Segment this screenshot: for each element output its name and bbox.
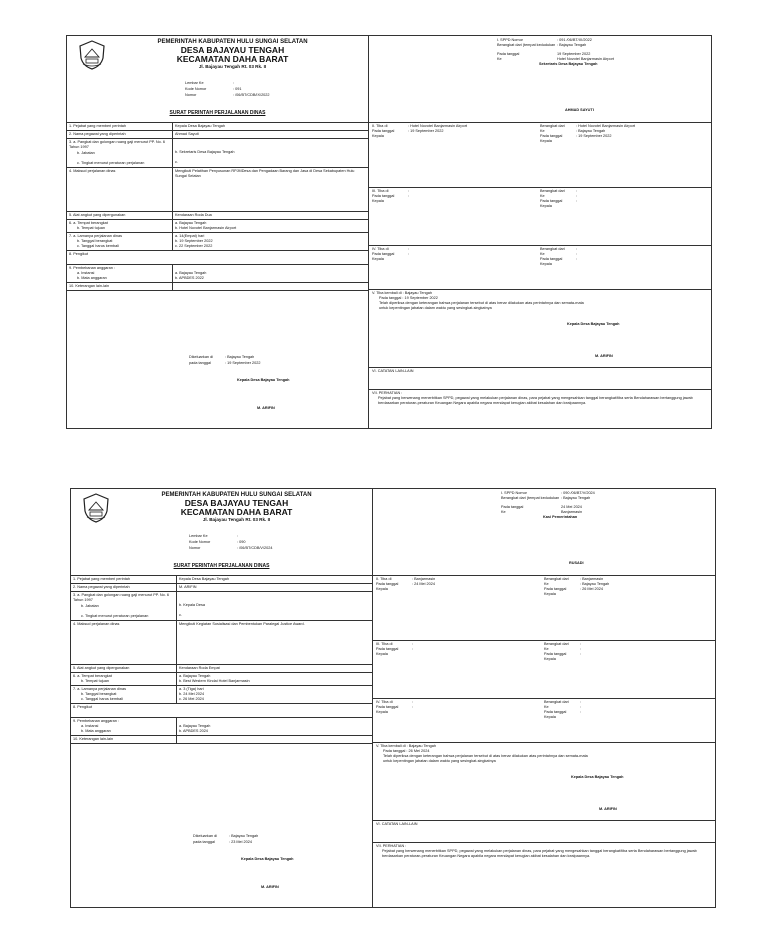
nomor-label: Nomor [185, 93, 197, 97]
kode-label: Kode Nomor [189, 540, 211, 544]
table-row [67, 131, 368, 139]
section-vi [373, 821, 715, 843]
table-row [67, 123, 368, 131]
item-3-labels [71, 592, 177, 620]
iii-to-value: : [576, 194, 578, 198]
item-6a-label: 6. a. Tempat berangkat [73, 674, 112, 678]
lembar-value: : [237, 534, 239, 538]
table-row [67, 139, 368, 168]
departure-from-label: Berangkat dari (tempat kedudukan [501, 496, 560, 500]
item-8-label: 8. Pengikut [73, 705, 92, 709]
ii-departure-date-value: : 26 Mei 2024 [580, 587, 604, 591]
letterhead-line-2: DESA BAJAYAU TENGAH [180, 44, 285, 55]
item-7a-value: a. 14(Empat) hari [175, 234, 205, 238]
item-9b-label: b. Mata anggaran [77, 276, 107, 280]
vii-attention-label: VII. PERHATIAN : [376, 844, 407, 848]
letterhead [71, 489, 372, 529]
ii-arrival-date-label: Pada tanggal [372, 129, 395, 133]
issued-info [193, 834, 258, 845]
item-3-values [177, 592, 372, 620]
item-7c-value: c. 26 Mei 2024 [179, 697, 204, 701]
item-7c-label: c. Tanggal harus kembali [81, 697, 123, 701]
iv-head-label: Kepala [376, 710, 388, 714]
item-6-values [177, 673, 372, 685]
issued-date-value: : 19 September 2022 [225, 360, 261, 365]
ii-arrival-date-value: : 19 September 2022 [408, 129, 444, 133]
item-9a-value: a. Bajayau Tengah [175, 271, 207, 275]
departure-from-label: Berangkat dari (tempat kedudukan [497, 43, 556, 47]
item-4-label: 4. Maksud perjalanan dinas [71, 621, 177, 664]
item-6b-label: b. Tempat tujuan [81, 679, 110, 683]
item-7c-label: c. Tanggal harus kembali [77, 244, 119, 248]
regency-emblem-icon [81, 493, 111, 523]
iii-arrival-date-label: Pada tanggal [376, 647, 399, 651]
iii-departure-value: : [580, 642, 582, 646]
iii-arrival-date-label: Pada tanggal [372, 194, 395, 198]
sppd-number-value: : 090 /06/BT/V/2024 [561, 491, 595, 495]
table-row [71, 576, 372, 584]
sppd-number-label: I. SPPD Nomor [497, 38, 523, 42]
lembar-info [185, 80, 270, 98]
item-6-labels [67, 220, 173, 232]
ii-arrival-value: : Banjarmasin [412, 577, 436, 581]
item-7-labels [71, 686, 177, 703]
section-vi [369, 368, 711, 390]
iii-head-label-2: Kepala [544, 657, 556, 661]
sppd-items-table [71, 575, 372, 744]
item-10-label: 10. Keterangan lain-lain [71, 736, 177, 743]
ii-to-label: Ke [544, 582, 549, 586]
iii-departure-value: : [576, 189, 578, 193]
table-row [71, 704, 372, 718]
iv-departure-date-label: Pada tanggal [540, 257, 563, 261]
table-row [71, 584, 372, 592]
vi-notes-label: VI. CATATAN LAIN-LAIN [376, 822, 418, 826]
item-9-label: 9. Pembebanan anggaran : [69, 266, 116, 270]
section-v [369, 290, 711, 368]
destination-label: Ke [501, 510, 506, 514]
iii-head-label: Kepala [372, 199, 384, 203]
section-iv [373, 699, 715, 743]
nomor-label: Nomor [189, 546, 201, 550]
iv-head-label-2: Kepala [540, 262, 552, 266]
section-ii [373, 575, 715, 641]
kode-label: Kode Nomor [185, 87, 207, 91]
document-title: SURAT PERINTAH PERJALANAN DINAS [169, 110, 266, 116]
item-4-value: Mengikuti Pelatihan Penyusunan RPJMDesa dan Pengadaan Barang dan Jasa di Desa Sekabupaten Hulu Sungai Selatan [175, 169, 355, 178]
sppd-number-value: : 091 /06/BT/IX/2022 [557, 38, 592, 42]
item-5-label: 5. Alat angkut yang dipergunakan [67, 212, 173, 219]
item-7b-value: b. 24 Mei 2024 [179, 692, 205, 696]
ii-departure-label: Berangkat dari [540, 124, 565, 128]
table-row [71, 686, 372, 704]
item-6-values [173, 220, 368, 232]
iii-arrival-label: III. Tiba di [372, 189, 389, 193]
item-7-values [173, 233, 368, 250]
item-5-value: Kendaraan Roda Dua [175, 213, 212, 217]
section-v [373, 743, 715, 821]
destination-value: Banjarmasin [561, 510, 583, 514]
regency-emblem-icon [77, 40, 107, 70]
item-9-labels [71, 718, 177, 735]
letterhead-line-3: KECAMATAN DAHA BARAT [176, 53, 289, 64]
item-3c-value: c. [179, 613, 182, 617]
ii-departure-label: Berangkat dari [544, 577, 569, 581]
item-9b-value: b. APBDES 2022 [175, 276, 204, 280]
iii-to-label: Ke [544, 647, 549, 651]
section-iii [369, 188, 711, 246]
item-7-values [177, 686, 372, 703]
item-6b-value: b. Best Western Kindai Hotel Banjarmasin [179, 679, 250, 683]
section-iii [373, 641, 715, 699]
iv-departure-label: Berangkat dari [544, 700, 569, 704]
sppd-document-2022 [66, 35, 712, 429]
iv-head-label: Kepala [372, 257, 384, 261]
iv-head-label-2: Kepala [544, 715, 556, 719]
issued-date-label: pada tanggal [189, 360, 211, 365]
ii-arrival-label: II. Tiba di [372, 124, 388, 128]
item-5-value: Kendaraan Roda Empat [179, 666, 220, 670]
kode-value: : 090 [237, 540, 246, 544]
item-6b-value: b. Hotel Novotel Banjarmasin Airport [175, 226, 237, 230]
kode-value: : 091 [233, 87, 242, 91]
iv-departure-date-label: Pada tanggal [544, 710, 567, 714]
ii-to-label: Ke [540, 129, 545, 133]
section-ii [369, 122, 711, 188]
vi-notes-label: VI. CATATAN LAIN-LAIN [372, 369, 414, 373]
item-9a-value: a. Bajayau Tengah [179, 724, 211, 728]
item-3-labels [67, 139, 173, 167]
issued-date-label: pada tanggal [193, 839, 215, 844]
table-row [71, 718, 372, 736]
table-row [67, 251, 368, 265]
issued-info [189, 355, 260, 366]
item-9a-label: a. Instansi [77, 271, 95, 275]
section-vii [369, 390, 711, 428]
lembar-label: Lembar Ke [185, 81, 204, 85]
iv-to-label: Ke [540, 252, 545, 256]
item-9-values [177, 718, 372, 735]
issued-at-label: Dikeluarkan di [193, 834, 218, 838]
iv-arrival-value: : [412, 700, 414, 704]
table-row [67, 220, 368, 233]
item-9b-value: b. APBDES 2024 [179, 729, 208, 733]
nomor-value: : /06/BT/CDB/V/2024 [237, 546, 273, 550]
departure-from-value: : Bajayau Tengah [561, 496, 591, 500]
item-3a-label: 3. a. Pangkat dan golongan ruang gaji menurut PP. No. 6 Tahun 1997 [69, 140, 165, 149]
table-row [71, 665, 372, 673]
iv-to-label: Ke [544, 705, 549, 709]
iii-departure-label: Berangkat dari [544, 642, 569, 646]
v-return-date: Pada tanggal : 19 September 2022 [379, 296, 438, 300]
letterhead-line-3: KECAMATAN DAHA BARAT [180, 506, 293, 517]
sppd-back-page [373, 489, 715, 907]
lembar-label: Lembar Ke [189, 534, 208, 538]
item-9a-label: a. Instansi [81, 724, 99, 728]
letterhead-line-2: DESA BAJAYAU TENGAH [184, 497, 289, 508]
v-return-date: Pada tanggal : 26 Mei 2024 [383, 749, 430, 753]
iv-departure-value: : [580, 700, 582, 704]
item-3a-label: 3. a. Pangkat dan golongan ruang gaji menurut PP. No. 6 Tahun 1997 [73, 593, 169, 602]
item-7b-label: b. Tanggal berangkat [81, 692, 117, 696]
item-2-value: M. ARIFIN [179, 585, 197, 589]
item-3b-label: b. Jabatan [81, 604, 99, 608]
iv-arrival-value: : [408, 247, 410, 251]
iv-arrival-date-label: Pada tanggal [372, 252, 395, 256]
departure-date-value: 24 Mei 2024 [561, 505, 582, 509]
letterhead-address: Jl. Bajayau Tengah Rt. 03 Rk. II [198, 64, 267, 70]
ii-head-label: Kepala [376, 587, 388, 591]
table-row [67, 168, 368, 212]
item-1-label: 1. Pejabat yang memberi perintah [67, 123, 173, 130]
item-6b-label: b. Tempat tujuan [77, 226, 106, 230]
issuer-title: Kepala Desa Bajayau Tengah [237, 378, 290, 382]
table-row [71, 673, 372, 686]
ii-departure-date-label: Pada tanggal [544, 587, 567, 591]
destination-label: Ke [497, 57, 502, 61]
item-3c-label: c. Tingkat menurut peraturan perjalanan [81, 614, 149, 618]
ii-head-label-2: Kepala [540, 139, 552, 143]
ii-to-value: : Bajayau Tengah [580, 582, 610, 586]
iii-departure-label: Berangkat dari [540, 189, 565, 193]
item-3c-label: c. Tingkat menurut peraturan perjalanan [77, 161, 145, 165]
v-signer-title: Kepala Desa Bajayau Tengah [567, 322, 620, 326]
item-1-value: Kepala Desa Bajayau Tengah [179, 577, 229, 581]
letterhead-line-1: PEMERINTAH KABUPATEN HULU SUNGAI SELATAN [157, 39, 308, 45]
item-2-label: 2. Nama pegawai yang diperintah [71, 584, 177, 591]
issued-date-value: : 23 Mei 2024 [229, 839, 253, 844]
section-i [373, 489, 715, 575]
departure-date-label: Pada tanggal [501, 505, 524, 509]
lembar-info [189, 533, 272, 551]
item-8-label: 8. Pengikut [69, 252, 88, 256]
ii-departure-date-value: : 19 September 2022 [576, 134, 612, 138]
lembar-value: : [233, 81, 235, 85]
iv-arrival-label: IV. Tiba di [376, 700, 393, 704]
item-6-labels [71, 673, 177, 685]
departure-date-value: 19 September 2022 [557, 52, 591, 56]
sppd-number-label: I. SPPD Nomor [501, 491, 527, 495]
iii-arrival-value: : [412, 642, 414, 646]
issued-at-value: : Bajayau Tengah [225, 355, 255, 359]
iii-departure-date-value: : [576, 199, 578, 203]
iv-arrival-date-value: : [412, 705, 414, 709]
item-9b-label: b. Mata anggaran [81, 729, 111, 733]
ii-departure-value: : Hotel Novotel Banjarmasin Airport [576, 124, 636, 128]
item-3b-value: b. Sekretaris Desa Bajayau Tengah [175, 150, 235, 154]
v-signer-title: Kepala Desa Bajayau Tengah [571, 775, 624, 779]
iii-departure-date-value: : [580, 652, 582, 656]
table-row [67, 265, 368, 283]
section-i [369, 36, 711, 122]
item-7b-value: b. 19 September 2022 [175, 239, 213, 243]
departure-date-label: Pada tanggal [497, 52, 520, 56]
item-10-label: 10. Keterangan lain-lain [67, 283, 173, 290]
sppd-back-page [369, 36, 711, 428]
issuer-name: M. ARIFIN [257, 406, 275, 410]
ii-to-value: : Bajayau Tengah [576, 129, 606, 133]
iii-arrival-date-value: : [412, 647, 414, 651]
ii-arrival-value: : Hotel Novotel Banjarmasin Airport [408, 124, 468, 128]
letterhead-address: Jl. Bajayau Tengah Rt. 03 Rk. II [202, 517, 271, 523]
item-9-values [173, 265, 368, 282]
item-6a-value: a. Bajayau Tengah [179, 674, 211, 678]
item-2-value: Ahmad Sayuti [175, 132, 199, 136]
vii-attention-text: Pejabat yang berwenang menerbitkan SPPD, pegawai yang melakukan perjalanan dinas, para pejabat yang mengesahkan tanggal berangkat/tiba serta Bendaharawan bertanggung jawab berdasarkan peraturan-peraturan Keuangan Negara apabila negara mendapat kerugian akibat kesalahan dan kealpaannya. [378, 396, 693, 405]
vii-attention-label: VII. PERHATIAN : [372, 391, 403, 395]
table-row [67, 233, 368, 251]
item-6a-value: a. Bajayau Tengah [175, 221, 207, 225]
iii-departure-date-label: Pada tanggal [540, 199, 563, 203]
ii-head-label: Kepala [372, 134, 384, 138]
item-2-label: 2. Nama pegawai yang diperintah [67, 131, 173, 138]
item-1-label: 1. Pejabat yang memberi perintah [71, 576, 177, 583]
sppd-items-table [67, 122, 368, 291]
v-signer-name: M. ARIFIN [599, 807, 617, 811]
iii-head-label-2: Kepala [540, 204, 552, 208]
sppd-front-page [67, 36, 369, 428]
iv-departure-date-value: : [576, 257, 578, 261]
iii-departure-date-label: Pada tanggal [544, 652, 567, 656]
item-9-label: 9. Pembebanan anggaran : [73, 719, 120, 723]
v-statement: Telah diperiksa dengan keterangan bahwa perjalanan tersebut di atas benar dilakukan atas perintahnya dan semata-mata untuk kepentingan jabatan dalam waktu yang sesingkat-singkatnya [383, 754, 588, 763]
iv-arrival-date-label: Pada tanggal [376, 705, 399, 709]
issuer-title: Kepala Desa Bajayau Tengah [241, 857, 294, 861]
ii-departure-value: : Banjarmasin [580, 577, 604, 581]
iv-arrival-label: IV. Tiba di [372, 247, 389, 251]
issued-at-value: : Bajayau Tengah [229, 834, 259, 838]
item-7b-label: b. Tanggal berangkat [77, 239, 113, 243]
section-i-signer-name: AHMAD SAYUTI [565, 108, 594, 112]
item-7c-value: c. 22 September 2022 [175, 244, 213, 248]
v-statement: Telah diperiksa dengan keterangan bahwa perjalanan tersebut di atas benar dilakukan atas perintahnya dan semata-mata untuk kepentingan jabatan dalam waktu yang sesingkat-singkatnya [379, 301, 584, 310]
iii-to-value: : [580, 647, 582, 651]
section-i-signer-title: Kasi Pemerintahan [543, 515, 578, 519]
item-1-value: Kepala Desa Bajayau Tengah [175, 124, 225, 128]
item-3-values [173, 139, 368, 167]
iii-arrival-date-value: : [408, 194, 410, 198]
destination-value: Hotel Novotel Banjarmasin Airport [557, 57, 614, 61]
nomor-value: : /06/BT/CDB/IX/2022 [233, 93, 270, 97]
section-i-signer-title: Sekretaris Desa Bajayau Tengah [539, 62, 598, 66]
item-7a-label: 7. a. Lamanya perjalanan dinas [73, 687, 126, 691]
iv-departure-label: Berangkat dari [540, 247, 565, 251]
iii-head-label: Kepala [376, 652, 388, 656]
item-3b-label: b. Jabatan [77, 151, 95, 155]
v-return-label: V. Tiba kembali di : Bajayau Tengah [372, 291, 432, 295]
item-4-value: Mengikuti Kegiatan Sosialisasi dan Pembentukan Paralegal Justice Award. [179, 622, 305, 626]
letterhead [67, 36, 368, 76]
iii-arrival-label: III. Tiba di [376, 642, 393, 646]
vii-attention-text: Pejabat yang berwenang menerbitkan SPPD, pegawai yang melakukan perjalanan dinas, para pejabat yang mengesahkan tanggal berangkat/tiba serta Bendaharawan bertanggung jawab berdasarkan peraturan-peraturan Keuangan Negara apabila negara mendapat kerugian akibat kesalahan dan kealpaannya. [382, 849, 697, 858]
table-row [67, 212, 368, 220]
iv-departure-value: : [576, 247, 578, 251]
issued-at-label: Dikeluarkan di [189, 355, 214, 359]
iii-to-label: Ke [540, 194, 545, 198]
ii-head-label-2: Kepala [544, 592, 556, 596]
item-3c-value: c. [175, 160, 178, 164]
item-9-labels [67, 265, 173, 282]
letterhead-line-1: PEMERINTAH KABUPATEN HULU SUNGAI SELATAN [161, 492, 312, 498]
item-4-label: 4. Maksud perjalanan dinas [67, 168, 173, 211]
item-6a-label: 6. a. Tempat berangkat [69, 221, 108, 225]
iv-departure-date-value: : [580, 710, 582, 714]
table-row [67, 283, 368, 291]
ii-arrival-date-label: Pada tanggal [376, 582, 399, 586]
sppd-document-2024 [70, 488, 716, 908]
table-row [71, 736, 372, 744]
v-return-label: V. Tiba kembali di : Bajayau Tengah [376, 744, 436, 748]
table-row [71, 621, 372, 665]
document-title: SURAT PERINTAH PERJALANAN DINAS [173, 563, 270, 569]
item-7-labels [67, 233, 173, 250]
iv-to-value: : [576, 252, 578, 256]
item-5-label: 5. Alat angkut yang dipergunakan [71, 665, 177, 672]
departure-from-value: : Bajayau Tengah [557, 43, 587, 47]
issuer-name: M. ARIFIN [261, 885, 279, 889]
section-iv [369, 246, 711, 290]
sppd-front-page [71, 489, 373, 907]
item-7a-value: a. 3 (Tiga) hari [179, 687, 204, 691]
item-3b-value: b. Kepala Desa [179, 603, 205, 607]
iv-arrival-date-value: : [408, 252, 410, 256]
iii-arrival-value: : [408, 189, 410, 193]
iv-to-value: : [580, 705, 582, 709]
section-i-signer-name: RUSADI [569, 561, 584, 565]
section-vii [373, 843, 715, 907]
item-7a-label: 7. a. Lamanya perjalanan dinas [69, 234, 122, 238]
ii-arrival-label: II. Tiba di [376, 577, 392, 581]
v-signer-name: M. ARIFIN [595, 354, 613, 358]
ii-arrival-date-value: : 24 Mei 2024 [412, 582, 436, 586]
table-row [71, 592, 372, 621]
ii-departure-date-label: Pada tanggal [540, 134, 563, 138]
